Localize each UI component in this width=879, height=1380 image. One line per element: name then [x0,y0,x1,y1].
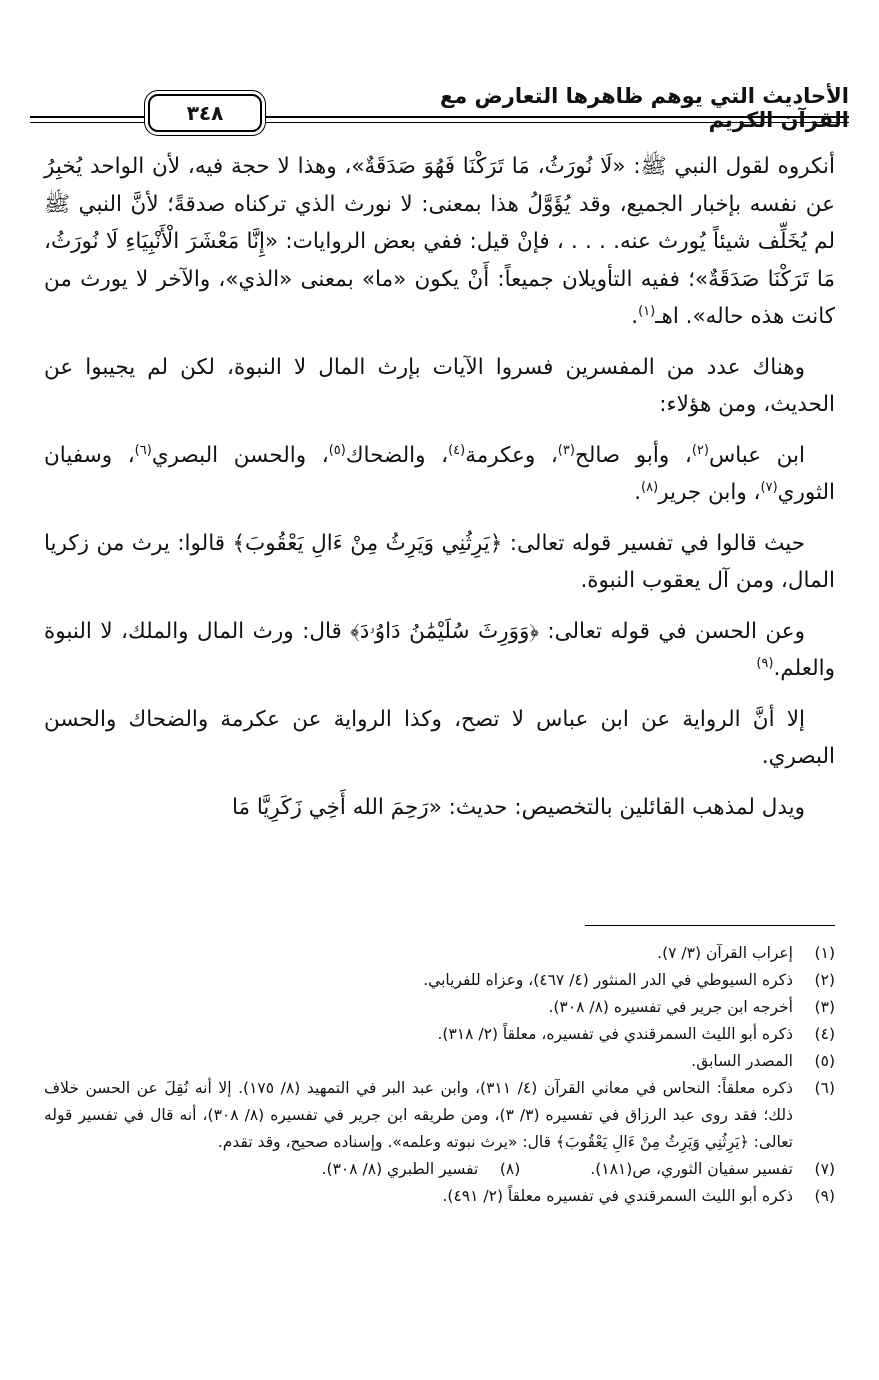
running-title: الأحاديث التي يوهم ظاهرها التعارض مع القرآن الكريم [439,84,849,132]
footnote: (٤) ذكره أبو الليث السمرقندي في تفسيره، معلقاً (٢/ ٣١٨). [437,1025,835,1043]
footnote-separator [585,925,835,926]
footnote-marker: (٦) [134,442,152,458]
page-header [30,70,849,134]
paragraph: حيث قالوا في تفسير قوله تعالى: ﴿يَرِثُنِي وَيَرِثُ مِنْ ءَالِ يَعْقُوبَ﴾ قالوا: يرث من زكريا المال، ومن آل يعقوب النبوة. [44,530,835,593]
paragraph: وعن الحسن في قوله تعالى: ﴿وَوَرِثَ سُلَيْمَٰنُ دَاوُۥدَ﴾ قال: ورث المال والملك، لا النبوة والعلم.$^{(٩)}$ [44,618,835,681]
footnote-pair: (٧) تفسير سفيان الثوري، ص(١٨١). (٨) تفسير الطبري (٨/ ٣٠٨). [321,1160,835,1178]
footnote-marker: (٥) [328,442,346,458]
footnote-marker: (٧) [760,479,778,495]
main-text [44,148,835,839]
footnote: (٣) أخرجه ابن جرير في تفسيره (٨/ ٣٠٨). [548,998,835,1016]
footnote-marker: (٢) [691,442,709,458]
footnote: (١) إعراب القرآن (٣/ ٧). [657,944,835,962]
page-number: ٣٤٨ [148,94,262,132]
footnote-marker: (٩) [756,655,774,671]
footnote-marker: (٤) [448,442,466,458]
footnote-marker: (٣) [557,442,575,458]
footnote-marker: (١) [638,303,656,319]
paragraph: أنكروه لقول النبي ﷺ: «لَا نُورَثُ، مَا تَرَكْنَا فَهُوَ صَدَقَةٌ»، وهذا لا حجة فيه، لأن الواحد يُخبِرُ عن نفسه بإخبار الجميع، وقد يُؤَوَّلُ هذا بمعنى: لا نورث الذي تركناه صدقةً؛ لأنَّ النبي ﷺ لم يُخَلِّف شيئاً يُورث عنه. . . . ، فإنْ قيل: ففي بعض الروايات: «إِنَّا مَعْشَرَ الْأَنْبِيَاءِ لَا نُورَثُ، مَا تَرَكْنَا صَدَقَةٌ»؛ ففيه التأويلان جميعاً: أَنْ يكون «ما» بمعنى «الذي»، والآخر لا يورث من كانت هذه حاله». اهـ$^{(١)}$. [44,154,835,329]
footnote-marker: (٨) [641,479,659,495]
paragraph: وهناك عدد من المفسرين فسروا الآيات بإرث المال لا النبوة، لكن لم يجيبوا عن الحديث، ومن هؤلاء: [44,354,835,417]
footnote: (٥) المصدر السابق. [691,1052,835,1070]
paragraph: إلا أنَّ الرواية عن ابن عباس لا تصح، وكذا الرواية عن عكرمة والضحاك والحسن البصري. [44,706,835,769]
paragraph: ابن عباس$^{(٢)}$، وأبو صالح$^{(٣)}$، وعكرمة$^{(٤)}$، والضحاك$^{(٥)}$، والحسن البصري$^{(٦)}$، وسفيان الثوري$^{(٧)}$، وابن جرير$^{(٨)}$. [44,442,835,505]
footnote: (٢) ذكره السيوطي في الدر المنثور (٤/ ٤٦٧)، وعزاه للفريابي. [423,971,835,989]
footnote: (٦) ذكره معلقاً: النحاس في معاني القرآن (٤/ ٣١١)، وابن عبد البر في التمهيد (٨/ ١٧٥). إلا أنه نُقِلَ عن الحسن خلاف ذلك؛ فقد روى عبد الرزاق في تفسيره (٣/ ٣)، ومن طريقه ابن جرير في تفسيره (٨/ ٣٠٨)، أنه قال في تفسير قوله تعالى: ﴿يَرِثُنِي وَيَرِثُ مِنْ ءَالِ يَعْقُوبَ﴾ قال: «يرث نبوته وعلمه». وإسناده صحيح، وقد تقدم. [44,1079,835,1151]
paragraph: ويدل لمذهب القائلين بالتخصيص: حديث: «رَحِمَ الله أَخِي زَكَرِيَّا مَا [231,794,805,820]
footnotes [44,940,835,1210]
footnote: (٩) ذكره أبو الليث السمرقندي في تفسيره معلقاً (٢/ ٤٩١). [442,1187,835,1205]
